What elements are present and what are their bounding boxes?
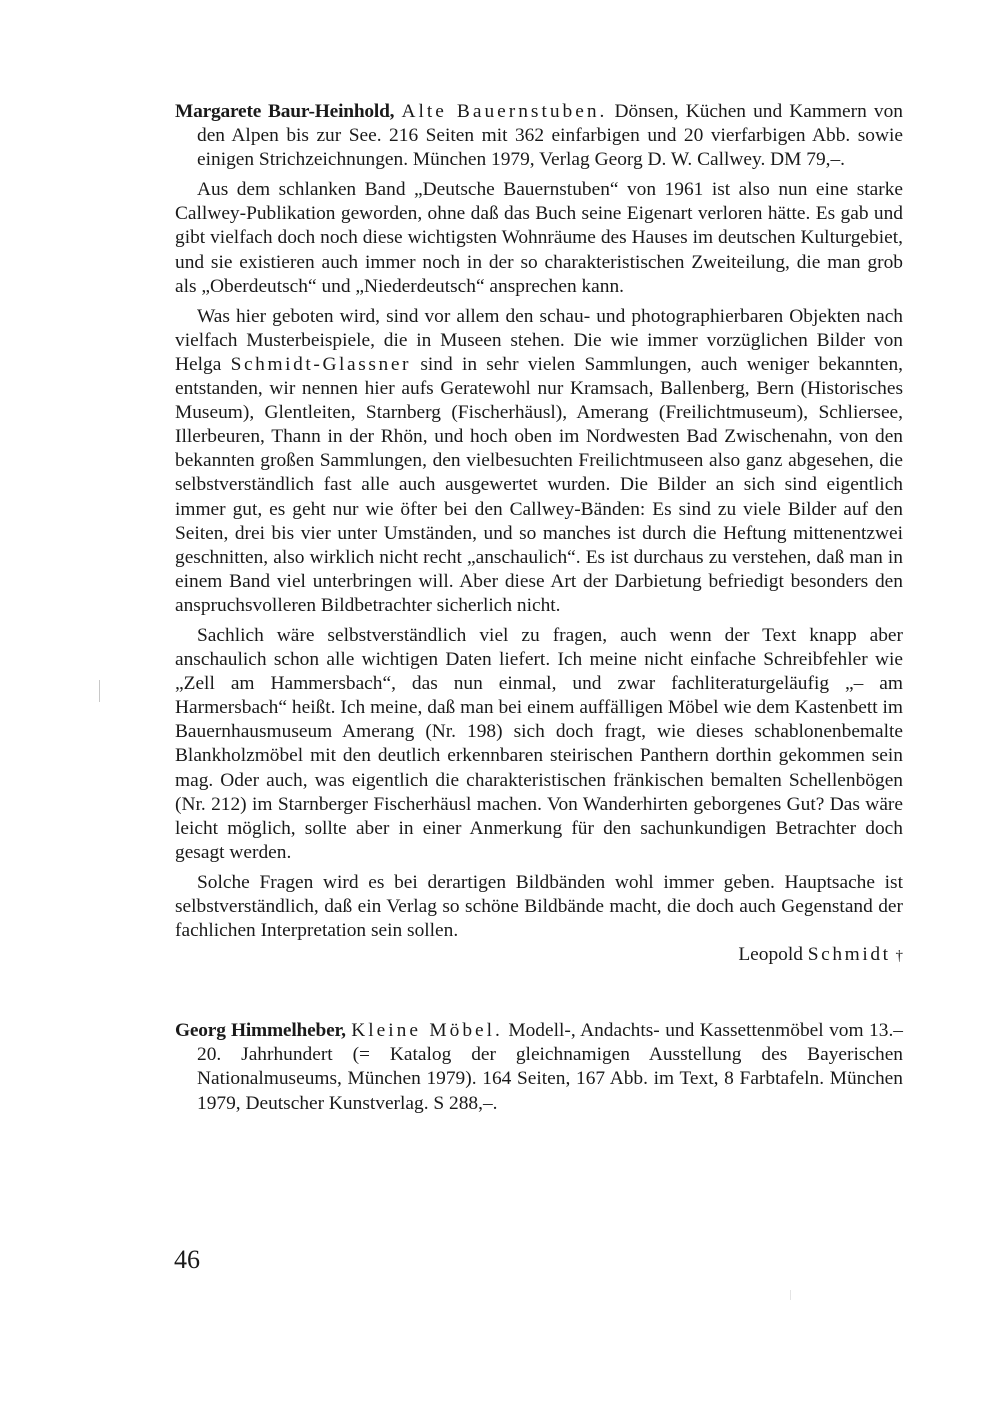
review-paragraph: Solche Fragen wird es bei derartigen Bildbänden wohl immer geben. Hauptsache ist selbstverständlich, daß ein Verlag so schöne Bildbände macht, die doch auch Gegenstand der fachlichen Interpretation sein sollen. — [175, 871, 903, 942]
review-header — [175, 1019, 903, 1115]
scan-artifact-mark — [790, 1290, 791, 1300]
review-paragraph: Sachlich wäre selbstverständlich viel zu fragen, auch wenn der Text knapp aber anschaulich schon alle wichtigen Daten liefert. Ich meine nicht einfache Schreibfehler wie „Zell am Hammersbach“, das nun einmal, und zwar fachliteraturgeläufig „– am Harmersbach“ heißt. Ich meine, daß man bei einem auffälligen Möbel wie dem Kastenbett im Bauernhausmuseum Amerang (Nr. 198) sich doch fragt, wie dieses schablonenbemalte Blankholzmöbel mit den deutlich erkennbaren steirischen Panthern dorthin gekommen sein mag. Oder auch, was eigentlich die charakteristischen fränkischen bemalten Schellenbögen (Nr. 212) im Starnberger Fischerhäusl machen. Von Wanderhirten geborgenes Gut? Das wäre leicht möglich, sollte aber in einer Anmerkung für den sachunkundigen Betrachter doch gesagt werden. — [175, 624, 903, 863]
review-paragraph: Aus dem schlanken Band „Deutsche Bauernstuben“ von 1961 ist also nun eine starke Callwey-Publikation geworden, ohne daß das Buch seine Eigenart verloren hätte. Es gab und gibt vielfach doch noch diese wichtigsten Wohnräume des Hauses im deutschen Kulturgebiet, und sie existieren auch immer noch in der so charakteristischen Zweiteilung, die man grob als „Oberdeutsch“ und „Niederdeutsch“ ansprechen kann. — [175, 179, 903, 297]
reviewer-last-name: Schmidt — [807, 944, 891, 966]
reviewer-signature — [175, 943, 903, 968]
review-author: Margarete Baur-Heinhold, — [175, 101, 395, 122]
paragraph-text: sind in sehr vielen Sammlungen, auch weniger bekannten, entstanden, wir nennen hier aufs Geratewohl nur Kramsach, Ballenberg, Bern (Historisches Museum), Glentleiten, Starnberg (Fischerhäusl), Amerang (Freilichtmuseum), Schliersee, Illerbeuren, Thann in der Rhön, und hoch oben im Nordwesten Bad Zwischenahn, von den bekannten großen Sammlungen, den vielbesuchten Freilichtmuseen also ganz abgesehen, die selbstverständlich fast alle auch ausgewertet wurden. Die Bilder an sich sind eigentlich immer gut, es geht nur wie öfter bei den Callwey-Bänden: Es sind zu viele Bilder auf den Seiten, drei bis vier unter Umständen, und so manches ist durch die Heftung mittenentzwei geschnitten, also wirklich nicht recht „anschaulich“. Es ist durchaus zu verstehen, daß man in einem Band viel unterbringen will. Aber diese Art der Darbietung befriedigt besonders den anspruchsvolleren Bildbetrachter sicherlich nicht. — [175, 353, 903, 616]
photographer-name: Schmidt-Glassner — [230, 353, 412, 375]
review-paragraph — [175, 305, 903, 618]
scan-artifact-mark — [99, 680, 100, 702]
page-number: 46 — [174, 1245, 200, 1274]
review-header — [175, 100, 903, 172]
deceased-mark: † — [895, 948, 903, 965]
review-bibliography: Modell-, Andachts- und Kassettenmöbel vom 13.–20. Jahrhundert (= Katalog der gleichnamigen Ausstellung des Bayerischen Nationalmuseums, München 1979). 164 Seiten, 167 Abb. im Text, 8 Farbtafeln. München 1979, Deutscher Kunstverlag. S 288,–. — [197, 1020, 903, 1114]
review-title: Kleine Möbel. — [351, 1020, 503, 1042]
paragraph-text: Was hier geboten wird, sind vor allem den schau- und photographierbaren Objekten nach vielfach Musterbeispiele, die in Museen stehen. Die wie immer vorzüglichen Bilder von Helga — [175, 305, 903, 375]
review-himmelheber — [175, 1019, 903, 1115]
review-bibliography: Dönsen, Küchen und Kammern von den Alpen bis zur See. 216 Seiten mit 362 einfarbigen und 20 vierfarbigen Abb. sowie einigen Strichzeichnungen. München 1979, Verlag Georg D. W. Callwey. DM 79,–. — [197, 101, 903, 171]
reviewer-first-name: Leopold — [738, 944, 803, 966]
review-author: Georg Himmelheber, — [175, 1020, 346, 1042]
review-title: Alte Bauernstuben. — [401, 101, 608, 122]
text-column — [175, 100, 903, 1116]
review-baur-heinhold — [175, 100, 903, 968]
